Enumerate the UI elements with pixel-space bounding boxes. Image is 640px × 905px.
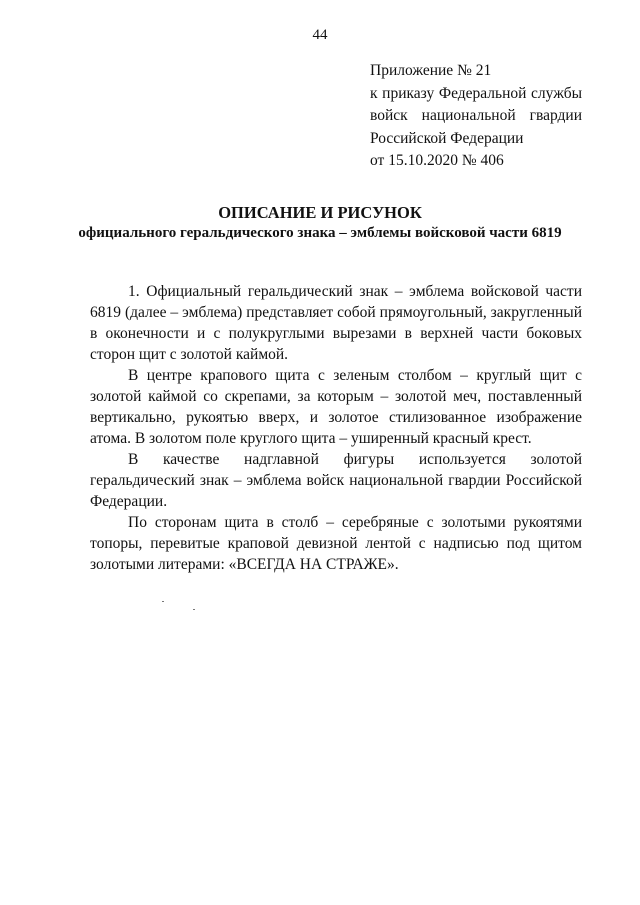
appendix-service-name: войск национальной гвардии [370, 107, 582, 124]
appendix-order-date: от 15.10.2020 № 406 [370, 152, 504, 169]
body-paragraph: В центре крапового щита с зеленым столбом – круглый щит с золотой каймой со скрепами, за которым – золотой меч, поставленный вертикально, рукоятью вверх, и золотое стилизованное изображение атома. В золотом поле круглого щита – уширенный красный крест. [90, 367, 582, 447]
appendix-order-ref: к приказу Федеральной службы [370, 84, 582, 102]
appendix-country: Российской Федерации [370, 129, 524, 147]
document-body [90, 281, 582, 575]
body-paragraph: По сторонам щита в столб – серебряные с золотыми рукоятями топоры, перевитые краповой девизной лентой с надписью под щитом золотыми литерами: «ВСЕГДА НА СТРАЖЕ». [90, 514, 582, 573]
appendix-header [370, 60, 582, 173]
document-title: ОПИСАНИЕ И РИСУНОК [218, 203, 422, 222]
document-subtitle: официального геральдического знака – эмблемы войсковой части 6819 [78, 225, 562, 241]
body-paragraph: 1. Официальный геральдический знак – эмблема войсковой части 6819 (далее – эмблема) представляет собой прямоугольный, закругленный в оконечности и с полукруглыми вырезами в верхней части боковых сторон щит с золотой каймой. [90, 283, 582, 363]
scan-speck [193, 609, 195, 610]
page-number: 44 [312, 27, 328, 43]
body-paragraph: В качестве надглавной фигуры используется золотой геральдический знак – эмблема войск национальной гвардии Российской Федерации. [90, 451, 582, 510]
scan-speck [162, 601, 164, 602]
appendix-number: Приложение № 21 [370, 62, 492, 79]
